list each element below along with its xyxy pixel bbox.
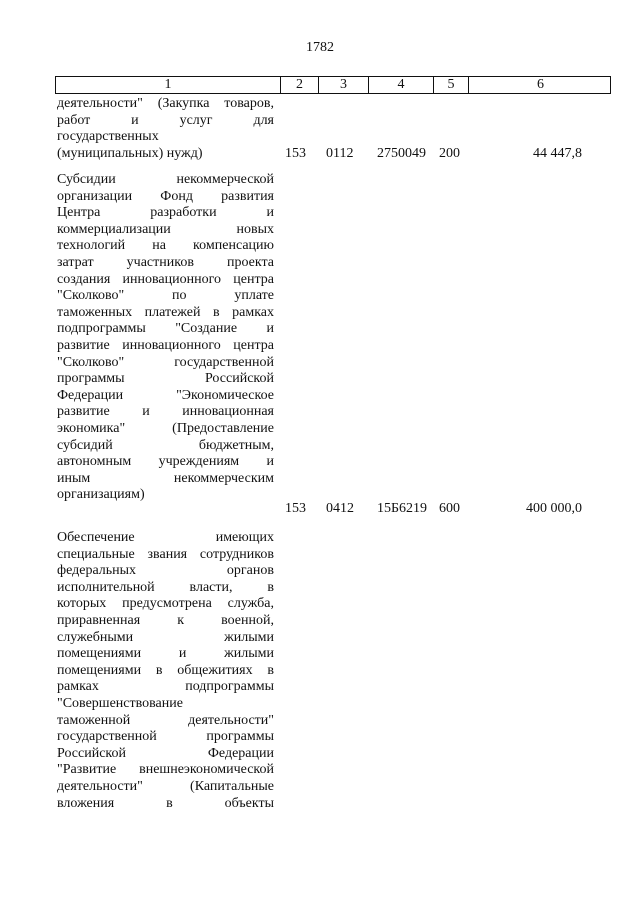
row-1-description xyxy=(57,96,274,162)
text-line: работ и услуг для xyxy=(57,112,274,128)
text-line: таможенной деятельности" xyxy=(57,712,274,728)
text-line: исполнительной власти, в xyxy=(57,579,274,595)
text-line: субсидий бюджетным, xyxy=(57,437,274,453)
text-line: специальные звания сотрудников xyxy=(57,546,274,562)
text-line: помещениями в общежитиях в xyxy=(57,662,274,678)
text-line: экономика" (Предоставление xyxy=(57,420,274,436)
text-line: которых предусмотрена служба, xyxy=(57,596,274,612)
row-1-grbs: 153 xyxy=(285,146,306,161)
text-line: Субсидии некоммерческой xyxy=(57,172,274,187)
text-line: Обеспечение имеющих xyxy=(57,530,274,545)
text-line: организации Фонд развития xyxy=(57,188,274,204)
row-2-target-article: 15Б6219 xyxy=(377,501,428,516)
column-header-2: 2 xyxy=(280,77,318,93)
row-2-amount: 400 000,0 xyxy=(526,501,582,516)
text-line: "Развитие внешнеэкономической xyxy=(57,762,274,778)
text-line: деятельности" (Закупка товаров, xyxy=(57,96,274,111)
text-line: "Совершенствование xyxy=(57,695,183,711)
column-header-4: 4 xyxy=(368,77,433,93)
text-line: служебными жилыми xyxy=(57,629,274,645)
text-line: затрат участников проекта xyxy=(57,254,274,270)
text-line: программы Российской xyxy=(57,371,274,387)
text-line: иным некоммерческим xyxy=(57,470,274,486)
text-line: государственной программы xyxy=(57,729,274,745)
text-line: Российской Федерации xyxy=(57,745,274,761)
column-header-5: 5 xyxy=(433,77,468,93)
text-line: государственных xyxy=(57,129,159,145)
row-1-section: 0112 xyxy=(326,146,354,161)
column-header-1: 1 xyxy=(164,77,172,92)
row-1-expense-type: 200 xyxy=(439,146,460,161)
row-2-grbs: 153 xyxy=(285,501,306,516)
text-line: развитие и инновационная xyxy=(57,404,274,420)
text-line: помещениями и жилыми xyxy=(57,646,274,662)
column-header-6: 6 xyxy=(468,77,612,93)
row-3-description xyxy=(57,530,274,812)
row-2-section: 0412 xyxy=(326,501,354,516)
text-line: приравненная к военной, xyxy=(57,612,274,628)
text-line: (муниципальных) нужд) xyxy=(57,145,203,161)
row-1-amount: 44 447,8 xyxy=(533,146,582,161)
text-line: Центра разработки и xyxy=(57,205,274,221)
text-line: коммерциализации новых xyxy=(57,221,274,237)
text-line: автономным учреждениям и xyxy=(57,454,274,470)
row-1-target-article: 2750049 xyxy=(377,146,426,161)
table-header xyxy=(55,76,611,94)
text-line: вложения в объекты xyxy=(57,795,274,811)
text-line: подпрограммы "Создание и xyxy=(57,321,274,337)
text-line: федеральных органов xyxy=(57,563,274,579)
text-line: рамках подпрограммы xyxy=(57,679,274,695)
text-line: Федерации "Экономическое xyxy=(57,387,274,403)
row-2-description xyxy=(57,172,274,504)
text-line: таможенных платежей в рамках xyxy=(57,304,274,320)
text-line: технологий на компенсацию xyxy=(57,238,274,254)
page-number: 1782 xyxy=(306,40,334,55)
text-line: создания инновационного центра xyxy=(57,271,274,287)
text-line: деятельности" (Капитальные xyxy=(57,778,274,794)
column-header-3: 3 xyxy=(318,77,368,93)
text-line: "Сколково" государственной xyxy=(57,354,274,370)
row-2-expense-type: 600 xyxy=(439,501,460,516)
text-line: развитие инновационного центра xyxy=(57,337,274,353)
text-line: "Сколково" по уплате xyxy=(57,288,274,304)
text-line: организациям) xyxy=(57,487,145,503)
